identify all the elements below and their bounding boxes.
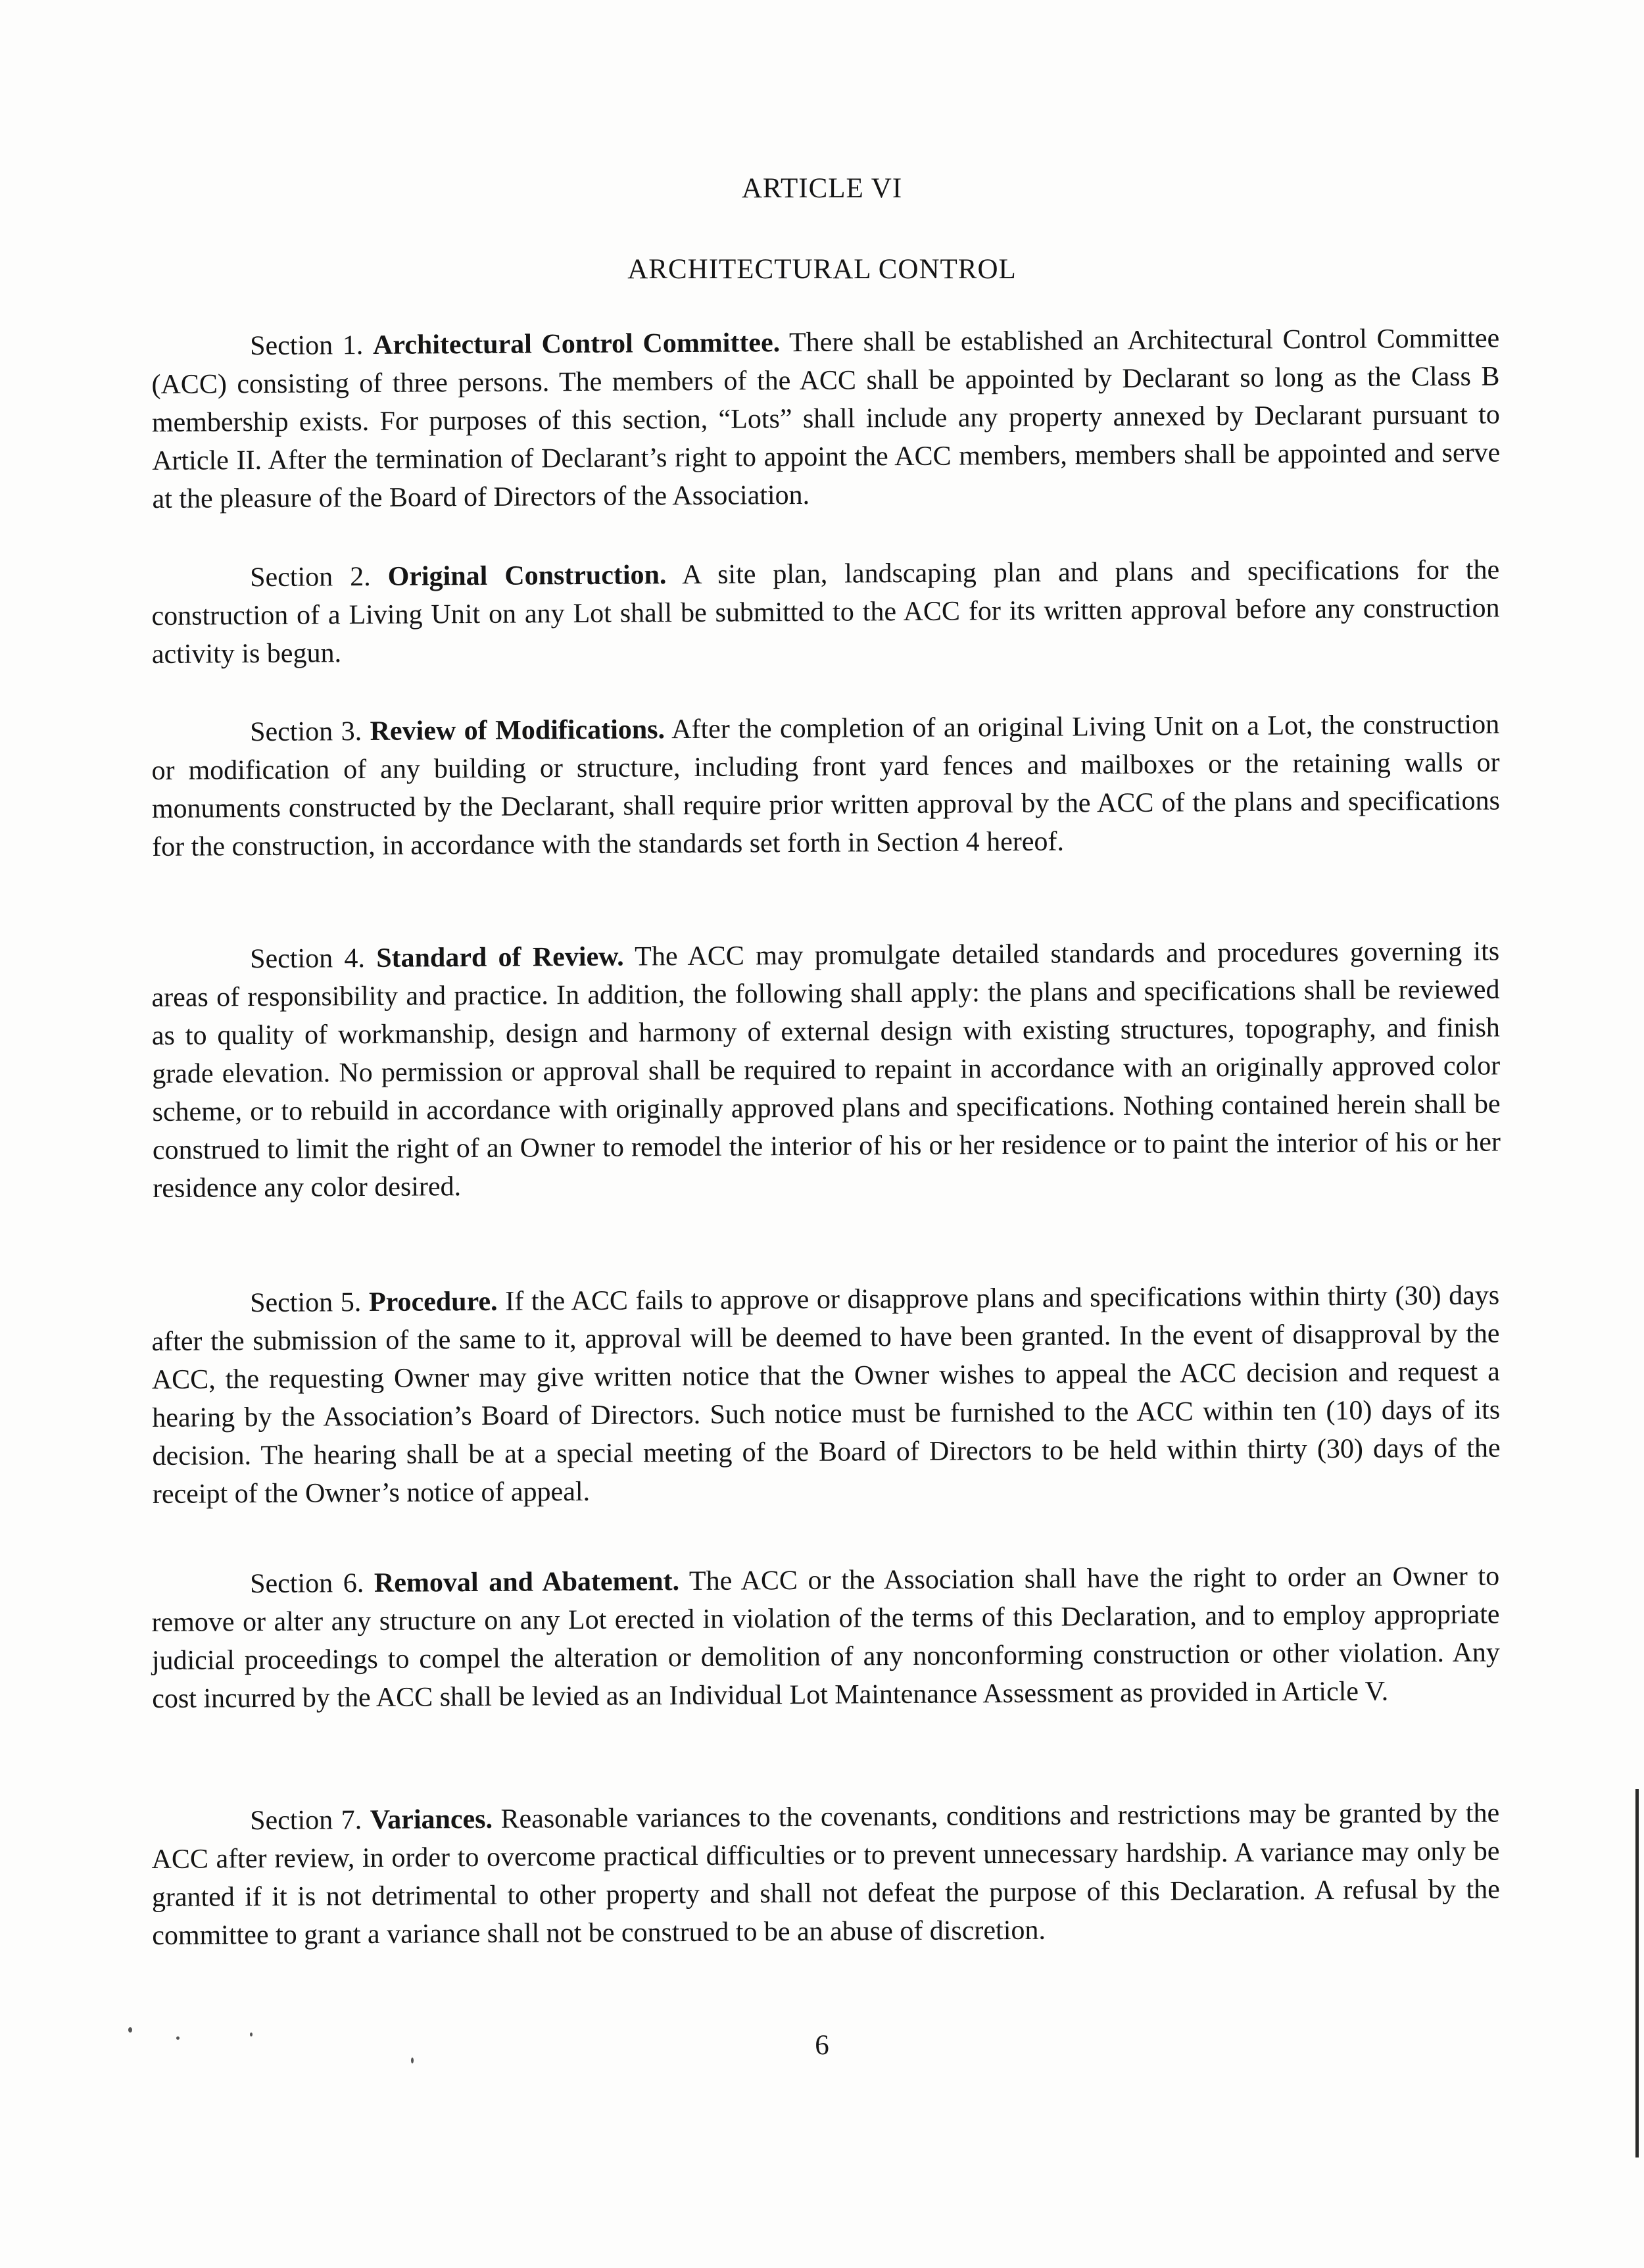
- section-6: [151, 1557, 1500, 1718]
- section-body: A site plan, landscaping plan and plans and specifications for the construction of a Living Unit on any Lot shall be submitted to the ACC for its written approval before any construction activity is begun.: [151, 555, 1500, 670]
- section-7: [151, 1794, 1500, 1955]
- section-body: There shall be established an Architectural Control Committee (ACC) consisting of three persons. The members of the ACC shall be appointed by Declarant so long as the Class B membership exists. For purposes of this section, “Lots” shall include any property annexed by Declarant pursuant to Article II. After the termination of Declarant’s right to appoint the ACC members, members shall be appointed and serve at the pleasure of the Board of Directors of the Association.: [151, 323, 1501, 514]
- section-title: Review of Modifications.: [370, 714, 665, 747]
- section-title: Architectural Control Committee.: [372, 328, 781, 360]
- section-body: The ACC or the Association shall have the right to order an Owner to remove or alter any structure on any Lot erected in violation of the terms of this Declaration, and to employ appropriate judicial proceedings to compel the alteration or demolition of any nonconforming construction or other violation. Any cost incurred by the ACC shall be levied as an Individual Lot Maintenance Assessment as provided in Article V.: [151, 1561, 1500, 1714]
- section-body: If the ACC fails to approve or disapprove plans and specifications within thirty (30) days after the submission of the same to it, approval will be deemed to have been granted. In the event of disapproval by the ACC, the requesting Owner may give written notice that the Owner wishes to appeal the ACC decision and request a hearing by the Association’s Board of Directors. Such notice must be furnished to the ACC within ten (10) days of its decision. The hearing shall be at a special meeting of the Board of Directors to be held within thirty (30) days of the receipt of the Owner’s notice of appeal.: [151, 1280, 1501, 1510]
- section-body: Reasonable variances to the covenants, conditions and restrictions may be granted by the ACC after review, in order to overcome practical difficulties or to prevent unnecessary hardship. A variance may only be granted if it is not detrimental to other property and shall not defeat the purpose of this Declaration. A refusal by the committee to grant a variance shall not be construed to be an abuse of discretion.: [151, 1798, 1500, 1951]
- section-title: Variances.: [370, 1804, 493, 1835]
- section-number: Section 3.: [250, 716, 362, 748]
- article-subtitle: ARCHITECTURAL CONTROL: [627, 254, 1017, 285]
- indent: [151, 1592, 250, 1593]
- section-title: Removal and Abatement.: [374, 1566, 680, 1598]
- page-number: 6: [815, 2030, 829, 2061]
- section-number: Section 2.: [250, 561, 371, 593]
- article-title: ARTICLE VI: [741, 173, 903, 204]
- section-number: Section 4.: [250, 943, 366, 975]
- section-number: Section 1.: [250, 330, 364, 362]
- section-5: [151, 1276, 1501, 1514]
- scan-speck: [128, 2027, 132, 2033]
- indent: [151, 586, 250, 587]
- section-number: Section 6.: [250, 1568, 364, 1600]
- indent: [151, 1829, 250, 1830]
- section-2: [151, 551, 1500, 674]
- scan-speck: [176, 2036, 180, 2040]
- scan-edge-shadow: [1635, 1789, 1639, 2157]
- section-body: After the completion of an original Living Unit on a Lot, the construction or modification of any building or structure, including front yard fences and mailboxes or the retaining walls or monuments constructed by the Declarant, shall require prior written approval by the ACC of the plans and specifications for the construction, in accordance with the standards set forth in Section 4 hereof.: [151, 709, 1500, 862]
- section-number: Section 7.: [250, 1805, 362, 1837]
- scan-speck: [250, 2033, 253, 2036]
- section-3: [151, 705, 1500, 866]
- scan-speck: [411, 2058, 414, 2063]
- section-1: [151, 319, 1501, 518]
- section-title: Procedure.: [368, 1286, 498, 1318]
- section-title: Standard of Review.: [376, 941, 624, 974]
- section-body: The ACC may promulgate detailed standards and procedures governing its areas of responsibility and practice. In addition, the following shall apply: the plans and specifications shall be reviewed as to quality of workmanship, design and harmony of external design with existing structures, topography, and finish grade elevation. No permission or approval shall be required to repaint in accordance with an originally approved color scheme, or to rebuild in accordance with originally approved plans and specifications. Nothing contained herein shall be construed to limit the right of an Owner to remodel the interior of his or her residence or to paint the interior of his or her residence any color desired.: [151, 936, 1501, 1204]
- section-title: Original Construction.: [387, 560, 667, 592]
- section-4: [151, 932, 1501, 1208]
- section-number: Section 5.: [250, 1287, 362, 1319]
